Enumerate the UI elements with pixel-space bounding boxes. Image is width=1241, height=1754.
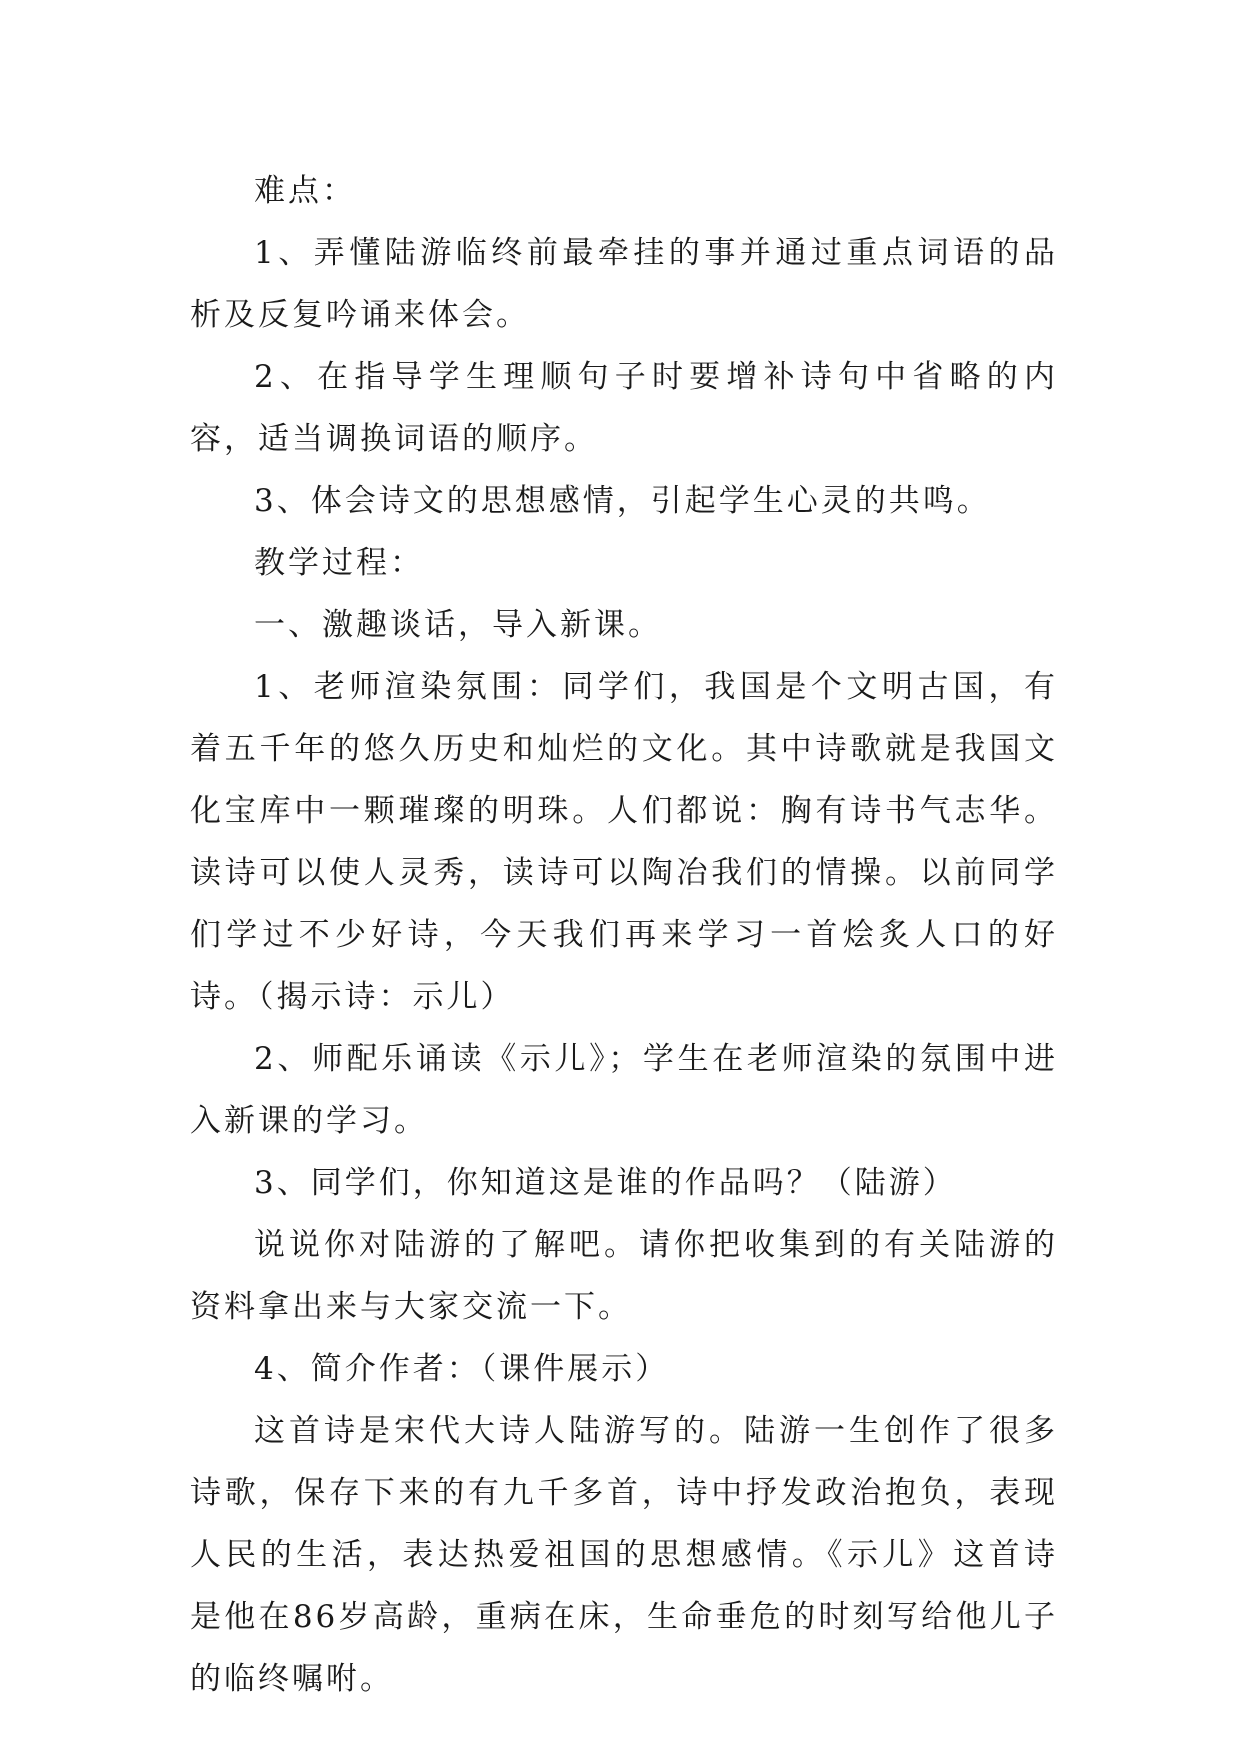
paragraph-step-1: 1、老师渲染氛围：同学们，我国是个文明古国，有着五千年的悠久历史和灿烂的文化。其中诗歌就是我国文化宝库中一颗璀璨的明珠。人们都说：胸有诗书气志华。读诗可以使人灵秀，读诗可以陶冶我们的情操。以前同学们学过不少好诗，今天我们再来学习一首烩炙人口的好诗。（揭示诗：示儿） xyxy=(190,669,1058,1015)
heading-difficulties: 难点： xyxy=(254,173,356,209)
paragraph-discussion: 说说你对陆游的了解吧。请你把收集到的有关陆游的资料拿出来与大家交流一下。 xyxy=(190,1227,1058,1325)
paragraph-step-4: 4、简介作者：（课件展示） xyxy=(254,1351,670,1387)
document-body xyxy=(190,160,1058,1710)
section-heading-introduction: 一、激趣谈话，导入新课。 xyxy=(254,607,662,643)
paragraph-step-2: 2、师配乐诵读《示儿》；学生在老师渲染的氛围中进入新课的学习。 xyxy=(190,1041,1058,1139)
paragraph-difficulty-3: 3、体会诗文的思想感情，引起学生心灵的共鸣。 xyxy=(254,483,991,519)
paragraph-step-3: 3、同学们，你知道这是谁的作品吗？（陆游） xyxy=(254,1165,957,1201)
paragraph-difficulty-2: 2、在指导学生理顺句子时要增补诗句中省略的内容，适当调换词语的顺序。 xyxy=(190,359,1058,457)
paragraph-author-intro: 这首诗是宋代大诗人陆游写的。陆游一生创作了很多诗歌，保存下来的有九千多首，诗中抒发政治抱负，表现人民的生活，表达热爱祖国的思想感情。《示儿》这首诗是他在86岁高龄，重病在床，生命垂危的时刻写给他儿子的临终嘱咐。 xyxy=(190,1413,1058,1697)
heading-teaching-process: 教学过程： xyxy=(254,545,424,581)
paragraph-difficulty-1: 1、弄懂陆游临终前最牵挂的事并通过重点词语的品析及反复吟诵来体会。 xyxy=(190,235,1058,333)
